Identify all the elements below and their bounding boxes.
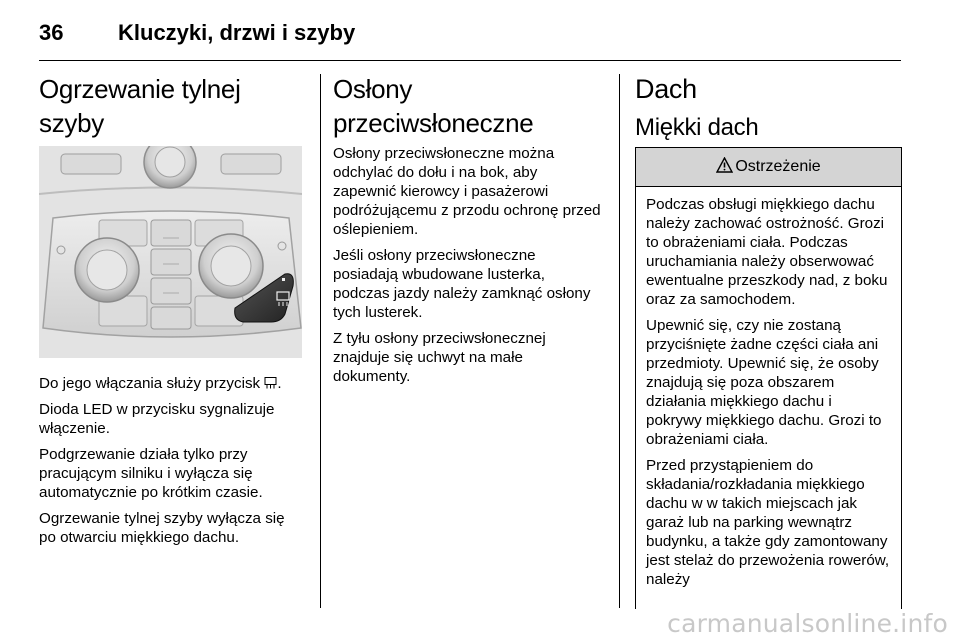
paragraph-led: Dioda LED w przycisku sygnalizuje włączenie. <box>39 401 275 437</box>
section-title: Ogrzewanie tylnej szyby <box>39 74 241 138</box>
warning-paragraph: Podczas obsługi miękkiego dachu należy zachować ostrożność. Grozi to obrażeniami ciała. Podczas uruchamiania należy obserwować ewentualne przeszkody nad, z boku oraz za samochodem. <box>646 196 888 308</box>
warning-body <box>636 187 901 589</box>
section-title: Dach <box>635 74 697 104</box>
paragraph-button-usage: Do jego włączania służy przycisk . <box>39 375 282 392</box>
section-sun-visors <box>333 72 601 393</box>
watermark: carmanualsonline.info <box>667 609 948 638</box>
control-panel-photo <box>39 146 302 358</box>
warning-box <box>635 147 902 609</box>
page-number: 36 <box>39 20 64 45</box>
paragraph-visor-holder: Z tyłu osłony przeciwsłonecznej znajduje się uchwyt na małe dokumenty. <box>333 330 546 385</box>
paragraph-soft-top: Ogrzewanie tylnej szyby wyłącza się po otwarciu miękkiego dachu. <box>39 510 285 546</box>
subsection-title: Miękki dach <box>635 114 759 141</box>
warning-header <box>636 148 901 187</box>
section-title: Osłony przeciwsłoneczne <box>333 74 534 138</box>
warning-triangle-icon <box>716 157 733 178</box>
warning-label: Ostrzeżenie <box>735 158 821 175</box>
heated-rear-window-icon <box>264 375 277 387</box>
paragraph-visor-tilt: Osłony przeciwsłoneczne można odchylać do dołu i na bok, aby zapewnić kierowcy i pasażerowi podróżującemu z przodu ochronę przed oślepieniem. <box>333 145 601 238</box>
section-heated-rear-window <box>39 72 305 554</box>
warning-paragraph: Przed przystąpieniem do składania/rozkładania miękkiego dachu w w takich miejscach jak garaż lub na parking wewnątrz budynku, a także gdy zamontowany jest stelaż do przewożenia rowerów, należy <box>646 457 890 588</box>
warning-paragraph: Upewnić się, czy nie zostaną przyciśnięte żadne części ciała ani przedmioty. Upewnić się, że osoby znajdują się poza obszarem działania miękkiego dachu i pokrywy miękkiego dachu. Grozi to obrażeniami ciała. <box>646 317 882 448</box>
column-divider-2 <box>619 74 620 608</box>
header-divider <box>39 60 901 61</box>
paragraph-visor-mirrors: Jeśli osłony przeciwsłoneczne posiadają wbudowane lusterka, podczas jazdy należy zamknąć osłony tych lusterek. <box>333 247 591 321</box>
paragraph-engine: Podgrzewanie działa tylko przy pracującym silniku i wyłącza się automatycznie po krótkim czasie. <box>39 446 263 501</box>
section-roof <box>635 72 901 144</box>
chapter-title: Kluczyki, drzwi i szyby <box>118 20 356 45</box>
column-divider-1 <box>320 74 321 608</box>
